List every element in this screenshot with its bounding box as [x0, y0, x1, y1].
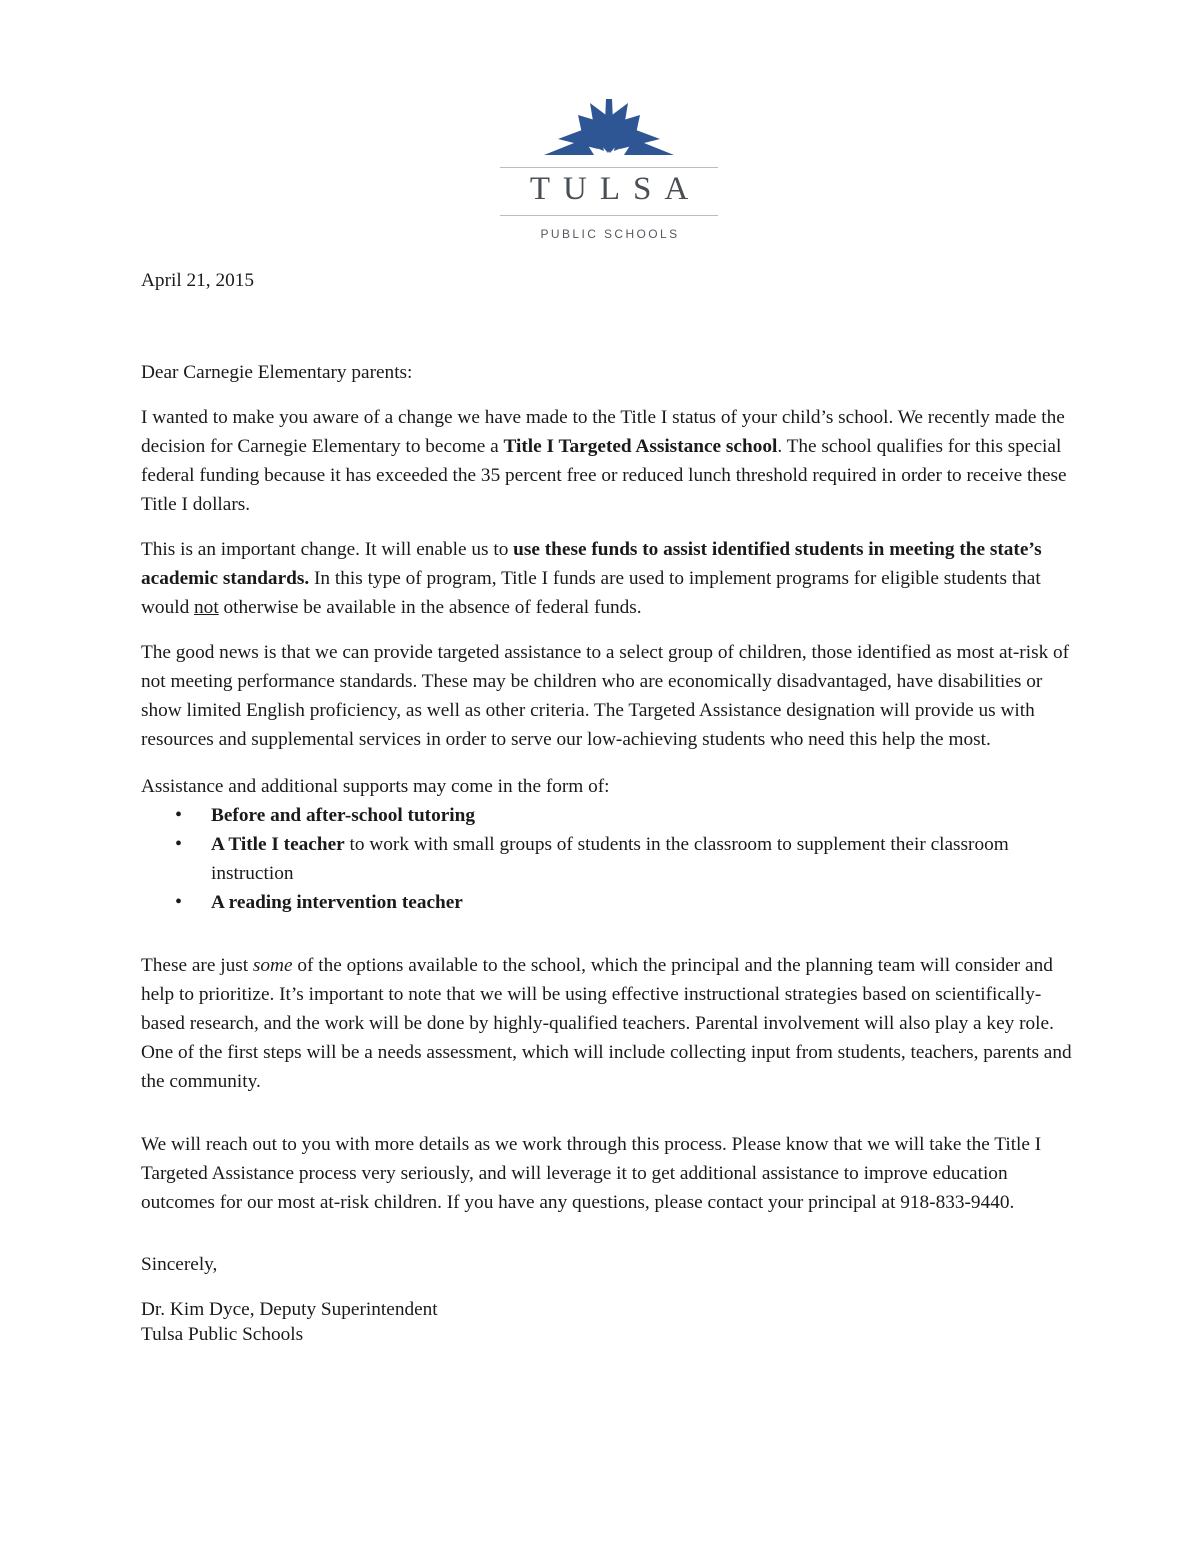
signature-block — [141, 1297, 1081, 1347]
p2-bold-funds: use these funds to assist identified students in meeting the state’s academic standards. — [141, 539, 1042, 589]
letter-date: April 21, 2015 — [141, 270, 255, 291]
support-title-teacher: A Title I teacher — [211, 834, 345, 855]
support-tutoring: Before and after-school tutoring — [211, 805, 476, 826]
list-item — [141, 830, 1081, 888]
supports-intro: Assistance and additional supports may come in the form of: — [141, 776, 610, 797]
list-item — [141, 888, 1081, 917]
paragraph-options — [141, 951, 1081, 1096]
p4-italic-some: some — [252, 955, 293, 976]
p4-text-a: These are just — [141, 955, 253, 976]
p2-text-e: otherwise be available in the absence of federal funds. — [218, 597, 642, 618]
support-rest: to work with small groups of students in the classroom to supplement their classroom instruction — [211, 834, 1009, 884]
signer-organization: Tulsa Public Schools — [141, 1324, 304, 1345]
signer-name: Dr. Kim Dyce, Deputy Superintendent — [141, 1299, 438, 1320]
p2-text-c: In this type of program, Title I funds are used to implement programs for eligible students that would — [141, 568, 1041, 618]
tulsa-public-schools-logo — [500, 95, 718, 245]
logo-subtitle: PUBLIC SCHOOLS — [540, 227, 680, 241]
paragraph-good-news: The good news is that we can provide targeted assistance to a select group of children, those identified as most at-risk of not meeting performance standards. These may be children who are economically disadvantaged, have disabilities or show limited English proficiency, as well as other criteria. The Targeted Assistance designation will provide us with resources and supplemental services in order to serve our low-achieving students who need this help the most. — [141, 642, 1070, 750]
p2-underline-not: not — [194, 597, 219, 618]
logo-wordmark: TULSA — [529, 171, 702, 207]
p4-text-c: of the options available to the school, which the principal and the planning team will consider and help to prioritize. It’s important to note that we will be using effective instructional strategies based on scientifically-based research, and the work will be done by highly-qualified teachers. Parental involvement will also play a key role. One of the first steps will be a needs assessment, which will include collecting input from students, teachers, parents and the community. — [141, 955, 1072, 1092]
p1-text-a: I wanted to make you aware of a change we have made to the Title I status of your child’s school. We recently made the decision for Carnegie Elementary to become a — [141, 407, 1065, 457]
supports-list — [141, 801, 1081, 917]
p1-text-c: . The school qualifies for this special federal funding because it has exceeded the 35 percent free or reduced lunch threshold required in order to receive these Title I dollars. — [141, 436, 1067, 515]
salutation: Dear Carnegie Elementary parents: — [141, 362, 413, 383]
p1-bold-designation: Title I Targeted Assistance school — [503, 436, 778, 457]
list-item — [141, 801, 1081, 830]
paragraph-next-steps: We will reach out to you with more details as we work through this process. Please know that we will take the Title I Targeted Assistance process very seriously, and will leverage it to get additional assistance to improve education outcomes for our most at-risk children. If you have any questions, please contact your principal at 918-833-9440. — [141, 1134, 1042, 1213]
logo-divider-bottom — [500, 215, 718, 216]
closing: Sincerely, — [141, 1254, 218, 1275]
paragraph-title-status — [141, 403, 1081, 519]
p2-text-a: This is an important change. It will enable us to — [141, 539, 514, 560]
logo-divider-top — [500, 167, 718, 168]
support-reading-teacher: A reading intervention teacher — [211, 892, 463, 913]
letter-body — [141, 266, 1081, 1347]
book-lotus-icon — [544, 99, 674, 155]
paragraph-important-change — [141, 535, 1081, 622]
